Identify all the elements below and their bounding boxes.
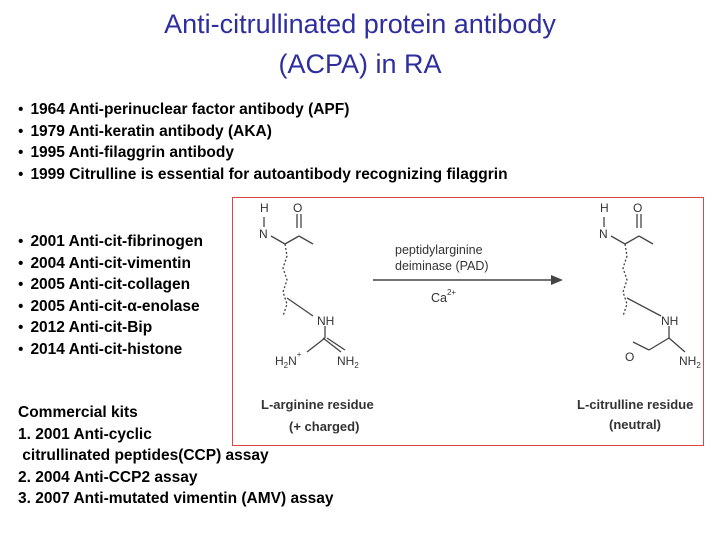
commercial-kits <box>18 402 334 510</box>
arginine-label: L-arginine residue <box>261 397 374 412</box>
antigen-item: • 2005 Anti-cit-α-enolase <box>18 296 203 318</box>
cit-o2-atom: O <box>625 350 635 364</box>
antigen-item: • 2014 Anti-cit-histone <box>18 339 203 361</box>
arg-h2n-label: $H_2N^+$ <box>275 350 302 370</box>
kit-line: citrullinated peptides(CCP) assay <box>18 447 269 464</box>
arg-o-atom: O <box>293 201 303 215</box>
antigen-item: • 2005 Anti-cit-collagen <box>18 274 203 296</box>
kit-line: 1. 2001 Anti-cyclic <box>18 425 152 443</box>
enzyme-name-line2: deiminase (PAD) <box>395 259 489 273</box>
cit-nh2-label: $NH_2$ <box>679 354 701 370</box>
arrow-head-icon <box>551 275 563 285</box>
slide-title-line1: Anti-citrullinated protein antibody <box>164 9 556 39</box>
history-list <box>18 99 508 185</box>
arginine-structure <box>264 214 345 352</box>
citrulline-label: L-citrulline residue <box>577 397 694 412</box>
arg-n-atom: N <box>259 227 268 241</box>
cit-h-atom: H <box>600 201 609 215</box>
kit-line: 2. 2004 Anti-CCP2 assay <box>18 468 198 486</box>
cit-nh-atom: NH <box>661 314 679 328</box>
enzyme-name-line1: peptidylarginine <box>395 243 483 257</box>
arg-nh2-label: $NH_2$ <box>337 354 359 370</box>
antigen-item: • 2012 Anti-cit-Bip <box>18 317 203 339</box>
slide-title-line2: (ACPA) in RA <box>278 49 442 79</box>
antigen-list <box>18 231 203 360</box>
kits-heading: Commercial kits <box>18 404 138 421</box>
cit-n-atom: N <box>599 227 608 241</box>
history-item: • 1979 Anti-keratin antibody (AKA) <box>18 121 508 143</box>
arginine-charge-label: (+ charged) <box>289 419 360 434</box>
arg-h-atom: H <box>260 201 269 215</box>
cofactor-label: $Ca^{2+}$ <box>431 288 457 305</box>
citrulline-structure <box>604 214 685 352</box>
history-item: • 1964 Anti-perinuclear factor antibody (APF) <box>18 99 508 121</box>
kit-line: 3. 2007 Anti-mutated vimentin (AMV) assay <box>18 490 334 507</box>
cit-o-atom: O <box>633 201 643 215</box>
arg-nh-atom: NH <box>317 314 335 328</box>
antigen-item: • 2001 Anti-cit-fibrinogen <box>18 231 203 253</box>
citrulline-charge-label: (neutral) <box>609 417 661 432</box>
history-item: • 1999 Citrulline is essential for autoantibody recognizing filaggrin <box>18 164 508 186</box>
history-item: • 1995 Anti-filaggrin antibody <box>18 142 508 164</box>
antigen-item: • 2004 Anti-cit-vimentin <box>18 253 203 275</box>
